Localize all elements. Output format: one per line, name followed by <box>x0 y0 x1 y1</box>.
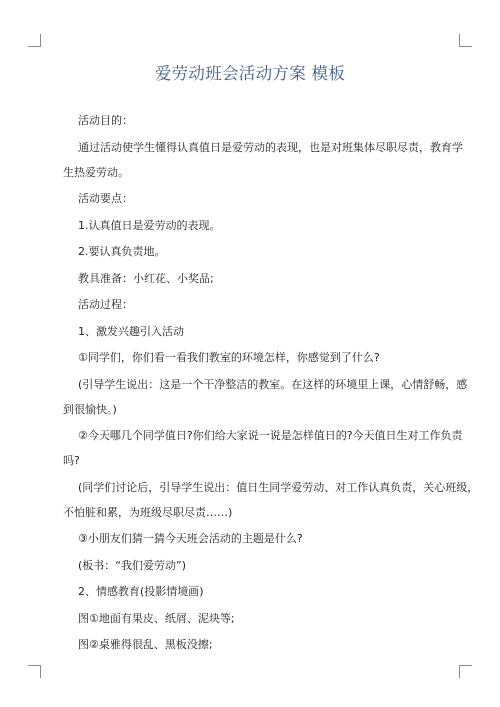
paragraph-line: (同学们讨论后，引导学生说出：值日生同学爱劳动、对工作认真负责，关心班级， <box>78 480 479 494</box>
paragraph-line: 生热爱劳动。 <box>63 165 129 179</box>
paragraph-line: 活动目的： <box>78 114 133 127</box>
document-title: 爱劳动班会活动方案 模板 <box>154 64 346 83</box>
paragraph-line: 吗? <box>63 454 80 467</box>
crop-mark-top-right <box>459 34 472 47</box>
paragraph-line: 通过活动使学生懂得认真值日是爱劳动的表现，也是对班集体尽职尽责，教育学 <box>78 140 463 154</box>
paragraph-line: 活动要点： <box>78 192 133 205</box>
document-body <box>63 113 479 653</box>
paragraph-line: 不怕脏和累，为班级尽职尽责……) <box>63 505 233 519</box>
crop-mark-bottom-right <box>459 665 472 678</box>
paragraph-line: 活动过程： <box>78 298 133 311</box>
paragraph-line: 2、情感教育(投影情境画) <box>78 585 204 598</box>
paragraph-line: (板书：“我们爱劳动”) <box>78 558 186 572</box>
paragraph-line: 教具准备：小红花、小奖品; <box>78 271 214 285</box>
paragraph-line: ②今天哪几个同学值日?你们给大家说一说是怎样值日的?今天值日生对工作负责 <box>78 429 463 442</box>
crop-mark-bottom-left <box>28 665 41 678</box>
paragraph-line: 2.要认真负责地。 <box>78 245 166 258</box>
paragraph-line: ①同学们，你们看一看我们教室的环境怎样，你感觉到了什么? <box>78 351 380 364</box>
paragraph-line: 到很愉快。) <box>63 402 117 416</box>
crop-mark-top-left <box>28 34 41 47</box>
paragraph-line: 图①地面有果皮、纸屑、泥块等; <box>78 611 235 625</box>
paragraph-line: 1、激发兴趣引入活动 <box>78 324 184 338</box>
paragraph-line: 图②桌雅得很乱、黑板没擦; <box>78 638 213 651</box>
paragraph-line: 1.认真值日是爱劳动的表现。 <box>78 218 221 232</box>
paragraph-line: ③小朋友们猜一猜今天班会活动的主题是什么? <box>78 532 303 545</box>
paragraph-line: (引导学生说出：这是一个干净整洁的教室。在这样的环境里上课，心情舒畅，感 <box>78 377 468 391</box>
